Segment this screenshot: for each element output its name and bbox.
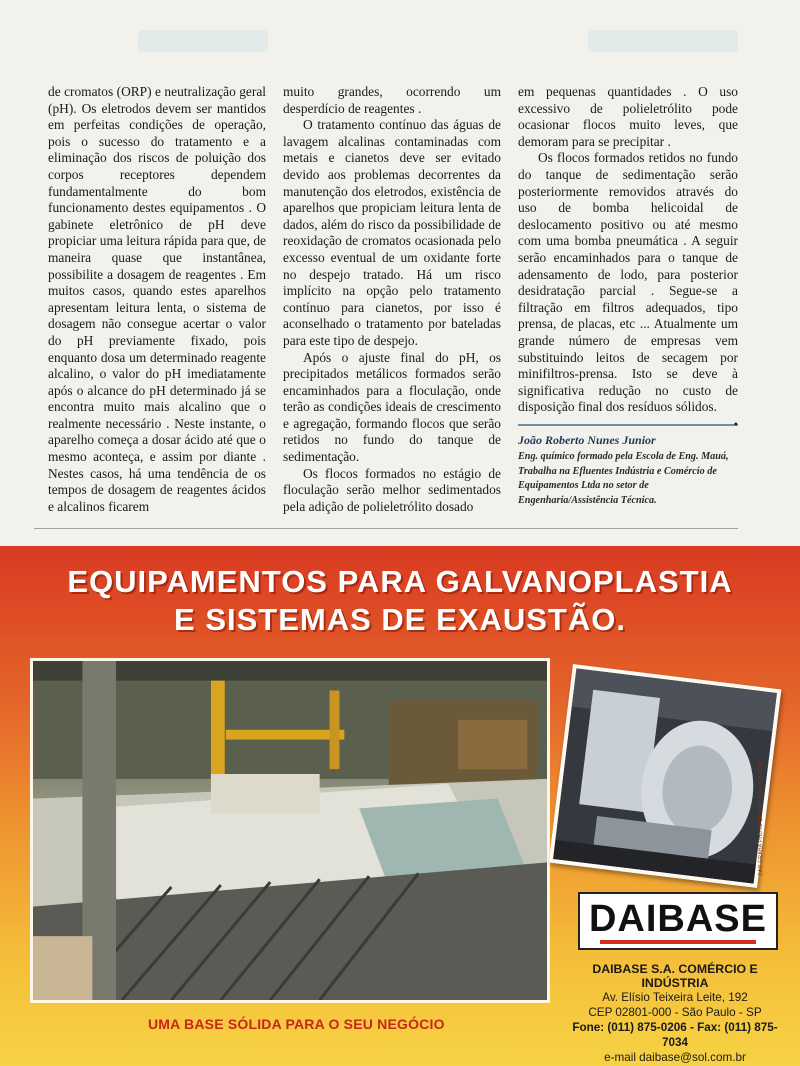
paragraph: em pequenas quantidades . O uso excessivo de polieletrólito pode ocasionar flocos muito leves, que demoram para se precipitar . bbox=[518, 84, 738, 149]
article-column-1 bbox=[48, 84, 266, 515]
company-contact bbox=[560, 962, 790, 1065]
company-name: DAIBASE S.A. COMÉRCIO E INDÚSTRIA bbox=[592, 962, 758, 990]
photo-credit: CAD GRAHA PHOTO DESIGN (011) 578-7000 bbox=[758, 760, 764, 876]
paragraph: muito grandes, ocorrendo um desperdício de reagentes . bbox=[283, 84, 501, 116]
logo-wordmark: DAIBASE bbox=[588, 898, 768, 940]
faded-header-tag-right bbox=[588, 30, 738, 52]
paragraph bbox=[518, 150, 738, 431]
paragraph: Os flocos formados no estágio de floculação serão melhor sedimentados pela adição de polieletrólito dosado bbox=[283, 465, 501, 514]
exhaust-fan-photo bbox=[549, 664, 782, 888]
advertisement bbox=[0, 546, 800, 1066]
author-name: João Roberto Nunes Junior bbox=[518, 432, 656, 447]
section-divider bbox=[34, 528, 738, 529]
faded-header-tag-left bbox=[138, 30, 268, 52]
logo-red-bar bbox=[600, 940, 756, 944]
paragraph: de cromatos (ORP) e neutralização geral (pH). Os eletrodos devem ser mantidos em perfeitas condições de operação, pois o sucesso do tratamento e a eliminação dos riscos de poluição dos corpos receptores dependem fundamentalmente do bom funcionamento destes equipamentos . O gabinete eletrônico de pH deve propiciar uma leitura rápida para que, de maneira quase que instantânea, possibilite a dosagem de reagentes . Em muitos casos, quando estes aparelhos apresentam leitura lenta, o sistema de dosagem não consegue acertar o valor do pH previamente fixado, pois enquanto dosa um determinado reagente alcalino, o valor do pH imediatamente após o alcance do pH determinado já se encontra muito mais alcalino que o realmente necessário . Neste instante, o aparelho começa a dosar ácido até que o mesmo aconteça, e assim por diante . Nestes casos, há uma tendência de os tempos de dosagem de reagentes ácidos e alcalinos ficarem bbox=[48, 84, 266, 514]
daibase-logo bbox=[578, 892, 778, 950]
galvanoplasty-plant-photo bbox=[30, 658, 550, 1003]
company-cep: CEP 02801-000 - São Paulo - SP bbox=[588, 1006, 762, 1019]
article-column-2 bbox=[283, 84, 501, 515]
company-email: e-mail daibase@sol.com.br bbox=[604, 1051, 746, 1064]
article-column-3 bbox=[518, 84, 738, 508]
article-body bbox=[48, 84, 738, 514]
paragraph-text: Os flocos formados retidos no fundo do tanque de sedimentação serão posteriormente removidos através do uso de bomba helicoidal de deslocamento positivo ou até mesmo com uma bomba pneumática . A seguir serão encaminhados para o tanque de adensamento de lodo, para posterior desidratação parcial . Segue-se a filtração em filtros adequados, tipo prensa, de placas, etc ... Atualmente um grande número de empresas vem substituindo leitos de secagem por minifiltros-prensa. Isto se deve à significativa redução no custo de disposição final dos resíduos sólidos. bbox=[518, 150, 738, 415]
paragraph: O tratamento contínuo das águas de lavagem alcalinas contaminadas com metais e cianetos deve ser evitado devido aos problemas decorrentes da manutenção dos eletrodos, existência de aparelhos que propiciam leitura lenta de dados, além do risco da possibilidade de reoxidação de cromatos ocasionada pelo excesso eventual de um oxidante forte no despejo tratado. Há um risco implícito na opção pelo tratamento contínuo para cianetos, por isso é aconselhado o tratamento por bateladas para este tipo de despejo. bbox=[283, 117, 501, 348]
plant-illustration bbox=[33, 661, 547, 1000]
ad-headline-line-1: EQUIPAMENTOS PARA GALVANOPLASTIA bbox=[67, 564, 733, 599]
fan-illustration bbox=[553, 668, 777, 883]
author-description: Eng. químico formado pela Escola de Eng. Mauá, Trabalha na Efluentes Indústria e Comércio de Equipamentos Ltda no setor de Engenharia/Assistência Técnica. bbox=[518, 451, 729, 506]
company-address: Av. Elísio Teixeira Leite, 192 bbox=[602, 991, 748, 1004]
end-of-article-mark: • bbox=[733, 416, 738, 431]
paragraph: Após o ajuste final do pH, os precipitados metálicos formados serão encaminhados para a floculação, onde terão as condições ideais de crescimento e agregação, formando flocos que serão retidos no fundo do tanque de sedimentação. bbox=[283, 349, 501, 465]
author-divider bbox=[518, 424, 738, 426]
company-phone: Fone: (011) 875-0206 - Fax: (011) 875-7034 bbox=[572, 1021, 778, 1049]
ad-slogan: UMA BASE SÓLIDA PARA O SEU NEGÓCIO bbox=[148, 1016, 445, 1032]
ad-headline-line-2: E SISTEMAS DE EXAUSTÃO. bbox=[174, 602, 626, 637]
